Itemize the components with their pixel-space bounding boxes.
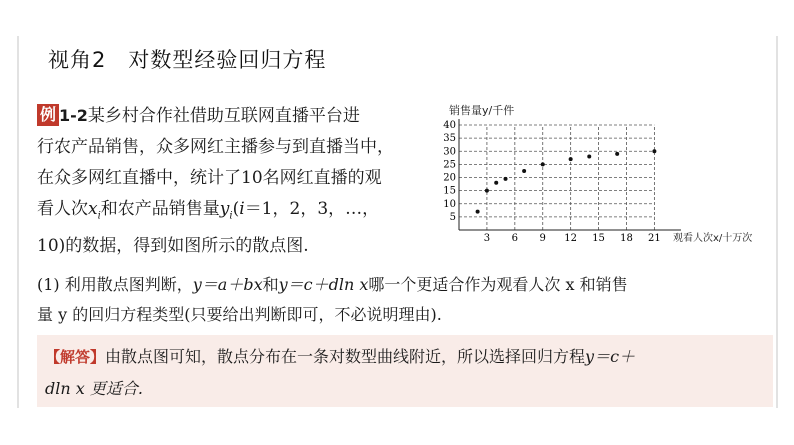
data-point xyxy=(569,157,573,161)
x-tick-label: 6 xyxy=(511,233,519,242)
data-point xyxy=(541,162,545,166)
data-point xyxy=(587,155,591,159)
y-tick-label: 10 xyxy=(443,198,456,210)
y-axis-label: 销售量y/千件 xyxy=(449,104,515,117)
x-axis-label: 观看人次x/十万次 xyxy=(673,233,753,242)
part1-intro: (1) 利用散点图判断， xyxy=(37,275,193,294)
chart-axes xyxy=(459,119,681,230)
data-point xyxy=(652,149,656,153)
answer-text: 由散点图可知，散点分布在一条对数型曲线附近，所以选择回归方程 xyxy=(105,347,586,366)
y-tick-label: 40 xyxy=(443,120,456,131)
part1-question-cont: 量 y 的回归方程类型(只要给出判断即可，不必说明理由). xyxy=(37,305,442,324)
data-point xyxy=(494,181,498,185)
data-point xyxy=(476,210,480,214)
chart-grid xyxy=(459,125,654,230)
part1-question: 哪一个更适合作为观看人次 x 和销售 xyxy=(368,275,628,294)
part1-eq2: y＝c＋dln x xyxy=(278,275,369,294)
problem-number: 1-2 xyxy=(59,106,88,125)
heading-label: 视角2 xyxy=(48,48,107,72)
answer-eq-cont: dln x 更适合. xyxy=(45,379,143,398)
x-tick-label: 3 xyxy=(483,233,491,242)
y-tick-label: 15 xyxy=(443,185,456,197)
problem-line-1: 某乡村合作社借助互联网直播平台进 xyxy=(87,106,360,126)
data-point xyxy=(522,169,526,173)
y-tick-label: 25 xyxy=(443,159,456,171)
x-tick-label: 18 xyxy=(620,233,633,242)
example-badge: 例 xyxy=(37,104,59,126)
x-tick-label: 15 xyxy=(592,233,605,242)
answer-box xyxy=(37,335,773,407)
data-point xyxy=(615,152,619,156)
heading-title: 对数型经验回归方程 xyxy=(128,48,327,72)
y-tick-label: 30 xyxy=(443,146,456,158)
data-point xyxy=(485,189,489,193)
answer-tag: 【解答】 xyxy=(45,348,106,366)
part1-and: 和 xyxy=(262,275,279,294)
problem-statement xyxy=(37,100,432,262)
left-rail xyxy=(17,36,19,408)
scatter-chart xyxy=(437,102,777,242)
problem-line-4: 看人次$x_i$和农产品销售量$y_i(i=1$，2，3，…， xyxy=(37,199,380,222)
answer-eq: y＝c＋ xyxy=(585,347,636,366)
y-tick-label: 5 xyxy=(449,211,456,223)
section-heading xyxy=(48,44,326,74)
y-tick-label: 35 xyxy=(443,133,456,145)
x-tick-label: 12 xyxy=(564,233,578,242)
part1-eq1: y＝a＋bx xyxy=(192,275,263,294)
problem-line-3: 在众多网红直播中，统计了10名网红直播的观 xyxy=(37,168,382,188)
data-point xyxy=(504,177,508,181)
question-part-1 xyxy=(37,270,772,330)
x-tick-label: 9 xyxy=(539,233,546,242)
x-tick-label: 21 xyxy=(648,233,661,242)
y-tick-label: 20 xyxy=(443,172,456,184)
problem-line-2: 行农产品销售，众多网红主播参与到直播当中， xyxy=(37,137,394,157)
problem-line-5: 10)的数据，得到如图所示的散点图. xyxy=(37,236,309,257)
